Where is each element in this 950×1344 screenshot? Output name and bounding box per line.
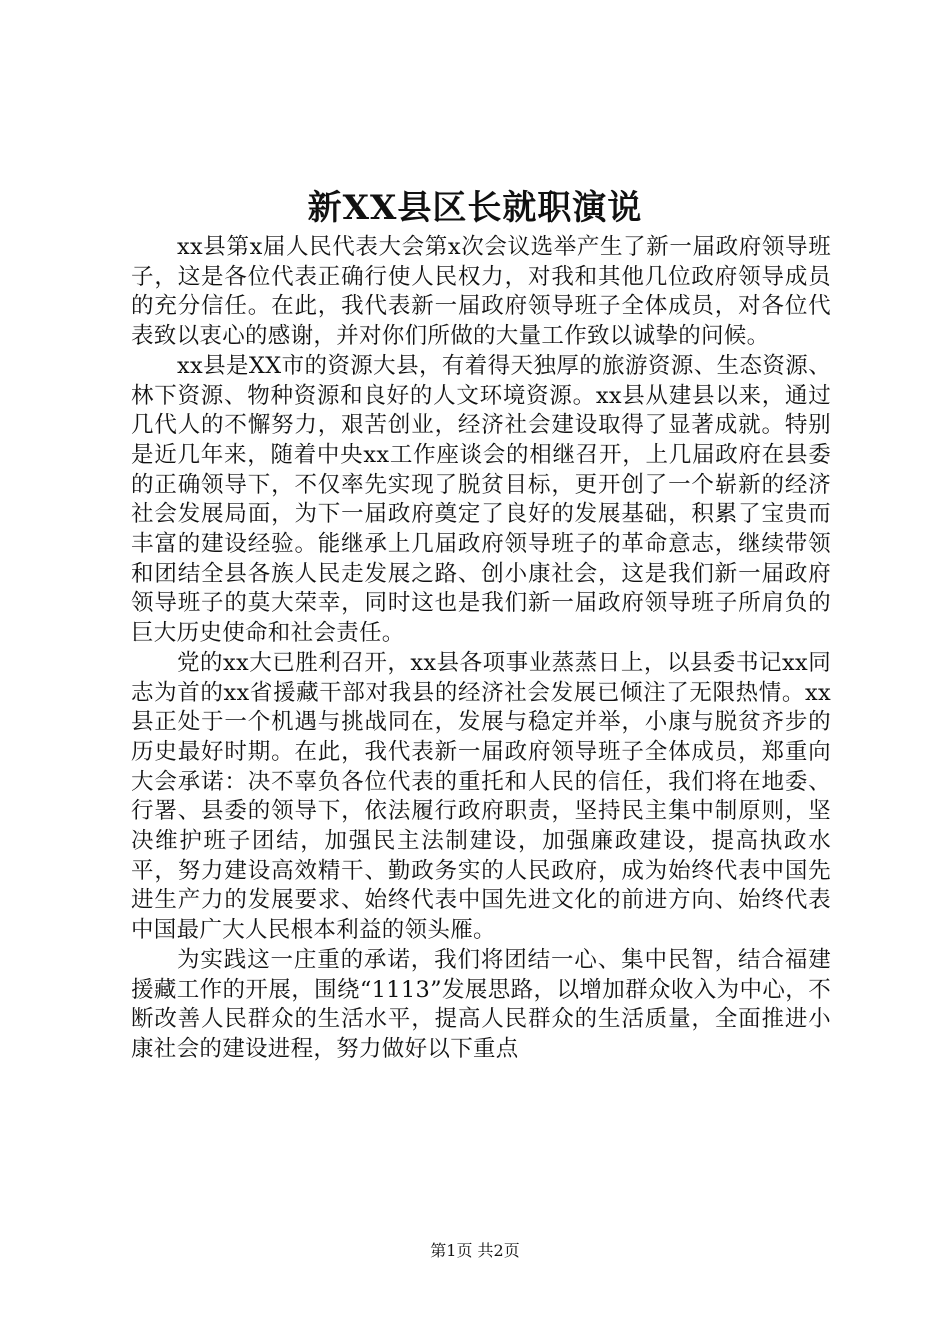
paragraph-3: 党的xx大已胜利召开，xx县各项事业蒸蒸日上，以县委书记xx同志为首的xx省援藏干部对我县的经济社会发展已倾注了无限热情。xx县正处于一个机遇与挑战同在，发展与稳定并举，小康与脱贫齐步的历史最好时期。在此，我代表新一届政府领导班子全体成员，郑重向大会承诺：决不辜负各位代表的重托和人民的信任，我们将在地委、行署、县委的领导下，依法履行政府职责，坚持民主集中制原则，坚决维护班子团结，加强民主法制建设，加强廉政建设，提高执政水平，努力建设高效精干、勤政务实的人民政府，成为始终代表中国先进生产力的发展要求、始终代表中国先进文化的前进方向、始终代表中国最广大人民根本利益的领头雁。 — [131, 649, 831, 944]
paragraph-2: xx县是XX市的资源大县，有着得天独厚的旅游资源、生态资源、林下资源、物种资源和良好的人文环境资源。xx县从建县以来，通过几代人的不懈努力，艰苦创业，经济社会建设取得了显著成就。特别是近几年来，随着中央xx工作座谈会的相继召开，上几届政府在县委的正确领导下，不仅率先实现了脱贫目标，更开创了一个崭新的经济社会发展局面，为下一届政府奠定了良好的发展基础，积累了宝贵而丰富的建设经验。能继承上几届政府领导班子的革命意志，继续带领和团结全县各族人民走发展之路、创小康社会，这是我们新一届政府领导班子的莫大荣幸，同时这也是我们新一届政府领导班子所肩负的巨大历史使命和社会责任。 — [131, 352, 831, 647]
document-body — [131, 233, 831, 1065]
page-number-footer: 第1页 共2页 — [430, 1241, 520, 1260]
paragraph-1: xx县第x届人民代表大会第x次会议选举产生了新一届政府领导班子，这是各位代表正确行使人民权力，对我和其他几位政府领导成员的充分信任。在此，我代表新一届政府领导班子全体成员，对各位代表致以衷心的感谢，并对你们所做的大量工作致以诚挚的问候。 — [131, 234, 831, 350]
document-title: 新XX县区长就职演说 — [307, 188, 643, 228]
paragraph-4: 为实践这一庄重的承诺，我们将团结一心、集中民智，结合福建援藏工作的开展，围绕“1113”发展思路，以增加群众收入为中心，不断改善人民群众的生活水平，提高人民群众的生活质量，全面推进小康社会的建设进程，努力做好以下重点 — [131, 946, 831, 1062]
